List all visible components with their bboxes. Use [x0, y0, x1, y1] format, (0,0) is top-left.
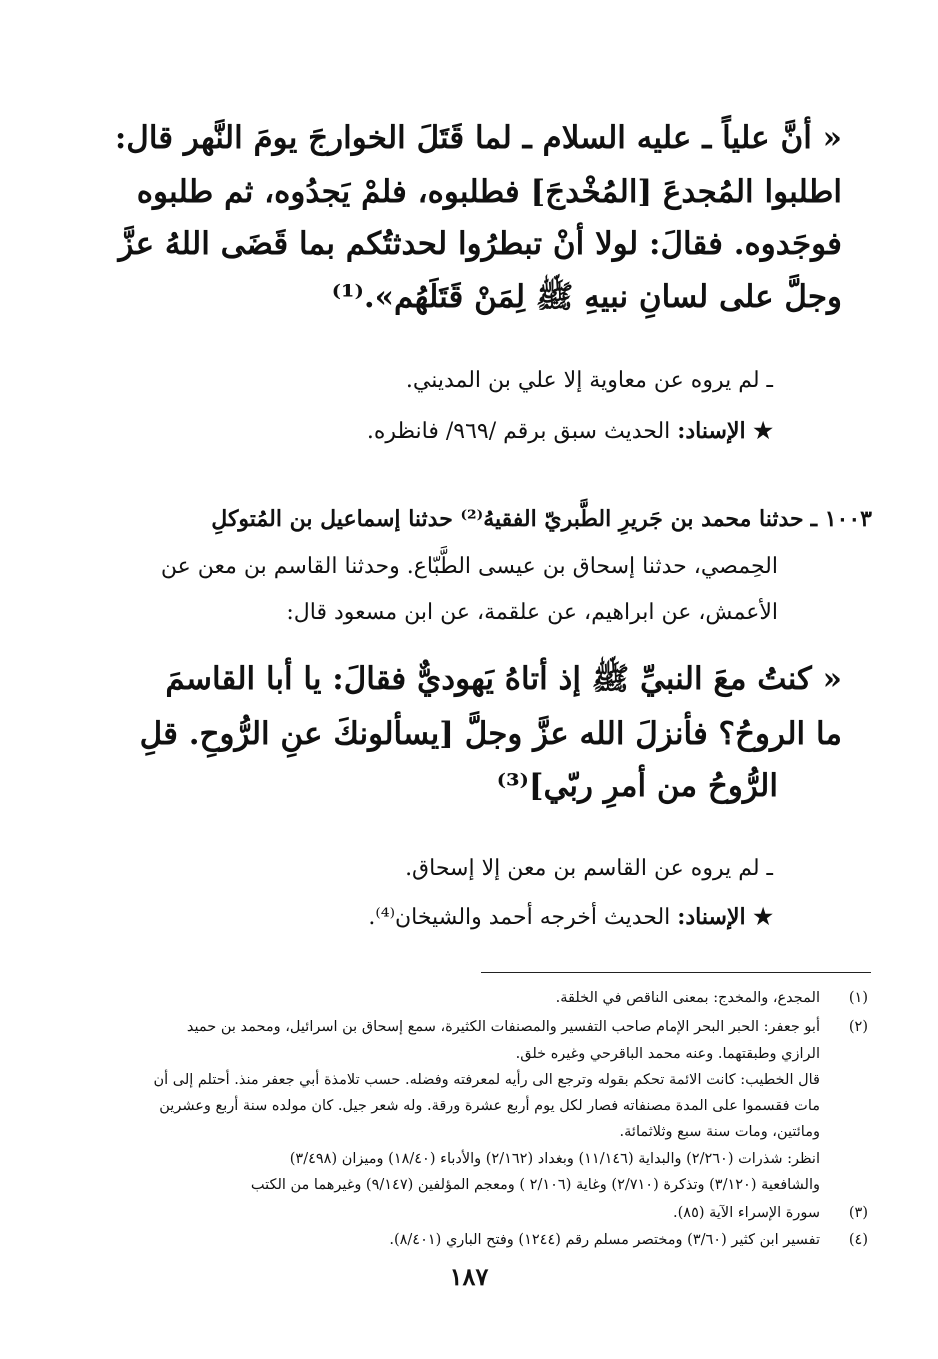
footnote-line: والشافعية (٣/١٢٠) وتذكرة (٢/٧١٠) وغاية (٢/١٠٦ ) ومعجم المؤلفين (٩/١٤٧) وغيرهما من الكتب — [250, 1177, 820, 1193]
matn-line: « أنَّ علياً ـ عليه السلام ـ لما قَتَلَ الخوارجَ يومَ النَّهر قال: — [114, 120, 842, 156]
footnote-label: (٤) — [848, 1232, 868, 1248]
footnote-line: الرازي وطبقتهما. وعنه محمد الباقرحي وغيره خلق. — [515, 1046, 820, 1062]
page-number: ١٨٧ — [449, 1262, 489, 1291]
footnote-line: سورة الإسراء الآية (٨٥). — [673, 1205, 820, 1221]
footnote-line: قال الخطيب: كانت الائمة تحكم بقوله وترجع الى رأيه لمعرفته وفضله. حسب تلامذة أبي جعفر منذ. أحتلم إلى أن — [153, 1072, 820, 1088]
footnote-line: المجدع، والمخدج: بمعنى الناقص في الخلقة. — [555, 990, 820, 1006]
narration-note: ـ لم يروه عن معاوية إلا علي بن المديني. — [405, 368, 773, 393]
matn-line: اطلبوا المُجدعَ [المُخْدجَ] فطلبوه، فلمْ يَجدُوه، ثم طلبوه — [136, 174, 842, 210]
footnote-label: (٣) — [848, 1205, 868, 1221]
matn-line: فوجَدوه. فقالَ: لولا أنْ تبطرُوا لحدثتُكم بما قَضَى اللهُ عزَّ — [118, 226, 842, 262]
hadith-chain-line: الأعمش، عن ابراهيم، عن علقمة، عن ابن مسعود قال: — [286, 600, 778, 625]
matn-line: « كنتُ معَ النبيِّ ﷺ إذ أتاهُ يَهوديٌّ فقالَ: يا أبا القاسمَ — [165, 661, 842, 697]
footnote-label: (٢) — [848, 1019, 868, 1035]
footnote-line: انظر: شذرات (٢/٢٦٠) والبداية (١١/١٤٦) وبغداد (٢/١٦٢) والأدباء (١٨/٤٠) وميزان (٣/٤٩٨) — [289, 1151, 820, 1167]
matn-line: ما الروحُ؟ فأنزلَ الله عزَّ وجلَّ [يسألونكَ عنِ الرُّوحِ. قلِ — [139, 716, 842, 752]
narration-note: ـ لم يروه عن القاسم بن معن إلا إسحاق. — [405, 856, 773, 881]
isnad-label: ★ الإسناد: — [677, 418, 773, 444]
isnad-label: ★ الإسناد: — [677, 904, 773, 930]
hadith-number: ١٠٠٣ ـ — [810, 506, 872, 532]
chain-text: حدثنا محمد بن جَريرِ الطَّبريّ الفقيهُ⁽²⁾ حدثنا إسماعيل بن المُتوكلِ — [211, 506, 804, 532]
footnote-label: (١) — [848, 990, 868, 1006]
footnote-line: تفسير ابن كثير (٣/٦٠) ومختصر مسلم رقم (١٢٤٤) وفتح الباري (٨/٤٠١). — [389, 1232, 820, 1248]
footnote-line: ومائتين، ومات سنة سبع وثلاثمائة. — [619, 1124, 820, 1140]
footnote-separator — [481, 972, 871, 973]
hadith-chain-line — [97, 506, 872, 532]
hadith-chain-line: الحِمصي، حدثنا إسحاق بن عيسى الطَّبّاع. وحدثنا القاسم بن معن عن — [160, 554, 778, 579]
isnad-line — [367, 418, 773, 444]
footnote-line: أبو جعفر: الحبر البحر الإمام صاحب التفسير والمصنفات الكثيرة، سمع إسحاق بن اسرائيل، ومحمد بن حميد — [186, 1019, 820, 1035]
isnad-text: الحديث أخرجه أحمد والشيخان⁽⁴⁾. — [368, 905, 671, 930]
isnad-line — [368, 904, 773, 930]
matn-line: وجلَّ على لسانِ نبيهِ ﷺ لِمَنْ قَتَلَهُم».⁽¹⁾ — [331, 279, 842, 315]
footnote-line: مات فقسموا على المدة مصنفاته فصار لكل يوم أربع عشرة ورقة. وله شعر جيل. كان مولده سنة أربع وعشرين — [159, 1098, 820, 1114]
matn-line: الرُّوحُ من أمرِ ربّي]⁽³⁾ — [496, 768, 778, 804]
isnad-text: الحديث سبق برقم /٩٦٩/ فانظره. — [366, 419, 671, 444]
